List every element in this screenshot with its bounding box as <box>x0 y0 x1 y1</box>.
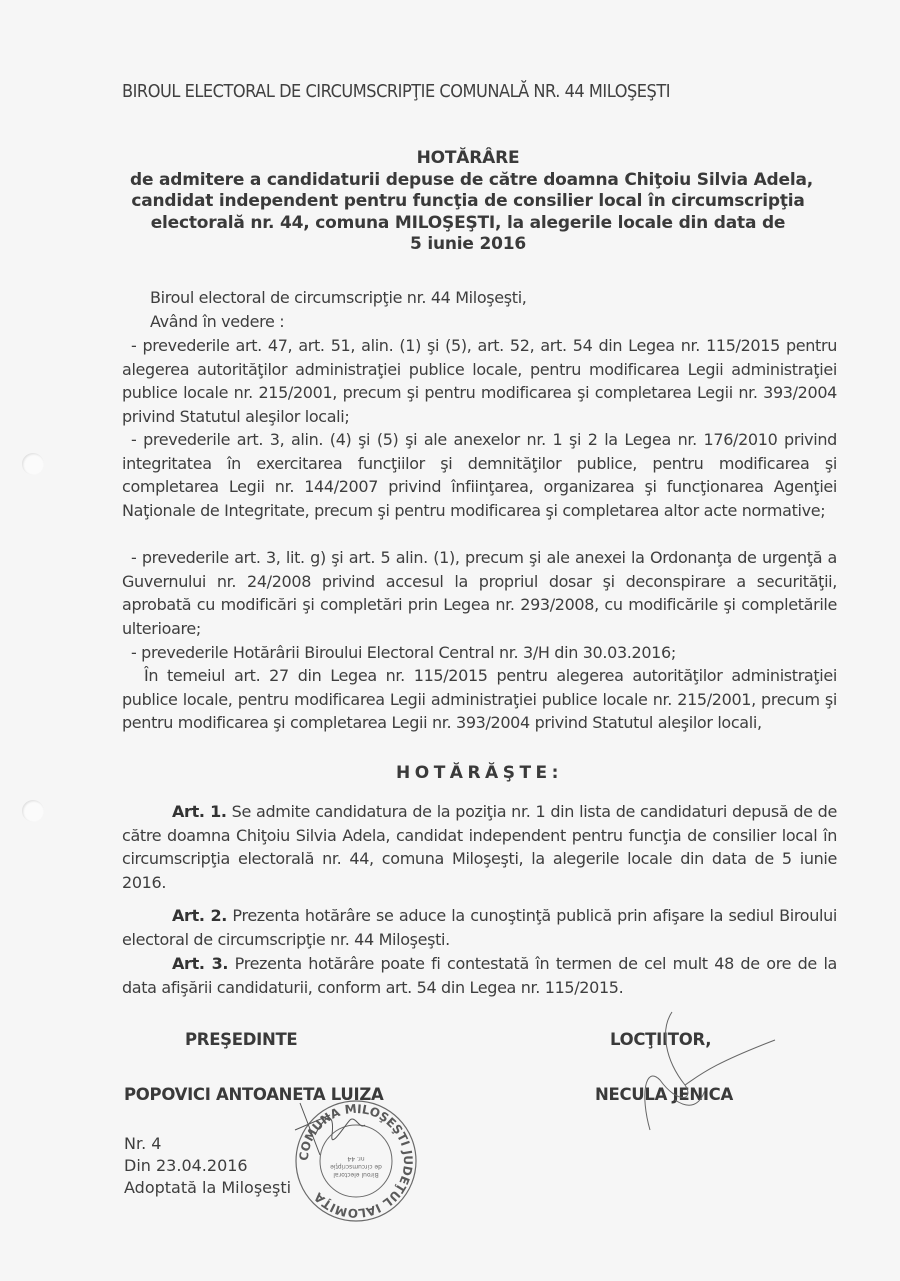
consideration-item: - prevederile art. 47, art. 51, alin. (1) şi (5), art. 52, art. 54 din Legea nr. 115/2015 pentru alegerea autorităţilor administraţiei publice locale, pentru modificarea Legii administraţiei publice locale nr. 215/2001, precum şi pentru modificarea şi completarea Legii nr. 393/2004 privind Statutul aleşilor locali; <box>122 336 837 426</box>
article-text: Se admite candidatura de la poziţia nr. 1 din lista de candidaturi depusă de de către doamna Chiţoiu Silvia Adela, candidat independent pentru funcţia de consilier local în circumscripţia electorală nr. 44, comuna Miloşeşti, la alegerile locale din data de 5 iunie 2016. <box>122 802 837 892</box>
issuer-line: Biroul electoral de circumscripţie nr. 44 Miloşeşti, <box>150 288 527 307</box>
stamp-ring-text: COMUNA MILOŞEŞTI JUDEŢUL IALOMIŢA <box>296 1101 416 1221</box>
consideration-item: - prevederile art. 3, alin. (4) şi (5) şi ale anexelor nr. 1 şi 2 la Legea nr. 176/2010 privind integritatea în exercitarea funcţiilor şi demnităţilor publice, pentru modificarea şi completarea Legii nr. 144/2007 privind înfiinţarea, organizarea şi funcţionarea Agenţiei Naţionale de Integritate, precum şi pentru modificarea şi completarea altor acte normative; <box>122 430 837 520</box>
article-1 <box>122 800 837 894</box>
article-3 <box>122 952 837 999</box>
president-title: PREŞEDINTE <box>185 1030 298 1049</box>
decision-number: Nr. 4 <box>124 1134 162 1153</box>
decision-heading: HOTĂRĂŞTE: <box>396 763 563 783</box>
deputy-name: NECULA JENICA <box>595 1085 733 1104</box>
article-2 <box>122 904 837 951</box>
considering-line: Având în vedere : <box>150 312 285 331</box>
official-stamp-icon <box>286 1097 426 1225</box>
title-line: candidat independent pentru funcţia de consilier local în circumscripţia <box>131 191 805 211</box>
article-label: Art. 1. <box>172 802 227 821</box>
document-footer <box>124 1133 291 1199</box>
article-text: Prezenta hotărâre poate fi contestată în termen de cel mult 48 de ore de la data afişării candidaturii, conform art. 54 din Legea nr. 115/2015. <box>122 954 837 997</box>
legal-basis: În temeiul art. 27 din Legea nr. 115/2015 pentru alegerea autorităţilor administraţiei publice locale, pentru modificarea Legii administraţiei publice locale nr. 215/2001, precum şi pentru modificarea şi completarea Legii nr. 393/2004 privind Statutul aleşilor locali, <box>122 666 837 732</box>
punch-hole <box>22 453 44 475</box>
title-heading: HOTĂRÂRE <box>416 148 520 168</box>
document-title <box>130 148 814 256</box>
article-label: Art. 3. <box>172 954 229 973</box>
president-name: POPOVICI ANTOANETA LUIZA <box>124 1085 384 1104</box>
stamp-center-line: de circumscripţie <box>330 1163 382 1170</box>
title-line: 5 iunie 2016 <box>410 234 526 254</box>
stamp-center-line: Biroul electoral <box>333 1171 379 1178</box>
title-line: de admitere a candidaturii depuse de către doamna Chiţoiu Silvia Adela, <box>130 169 814 190</box>
document-header: BIROUL ELECTORAL DE CIRCUMSCRIPŢIE COMUNALĂ NR. 44 MILOŞEŞTI <box>122 82 671 102</box>
article-label: Art. 2. <box>172 906 228 925</box>
consideration-item: - prevederile art. 3, lit. g) şi art. 5 alin. (1), precum şi ale anexei la Ordonanţa de urgenţă a Guvernului nr. 24/2008 privind accesul la propriul dosar şi deconspirare a securităţii, aprobată cu modificări şi completări prin Legea nr. 293/2008, cu modificările şi completările ulterioare; <box>122 548 837 638</box>
title-line: electorală nr. 44, comuna MILOŞEŞTI, la alegerile locale din data de <box>150 212 786 233</box>
article-text: Prezenta hotărâre se aduce la cunoştinţă publică prin afişare la sediul Biroului electoral de circumscripţie nr. 44 Miloşeşti. <box>122 906 837 949</box>
consideration-item: - prevederile Hotărârii Biroului Electoral Central nr. 3/H din 30.03.2016; <box>131 643 676 662</box>
stamp-center-line: nr. 44 <box>347 1155 365 1162</box>
deputy-title: LOCŢIITOR, <box>610 1030 712 1049</box>
decision-date: Din 23.04.2016 <box>124 1156 248 1175</box>
punch-hole <box>22 800 44 822</box>
adoption-place: Adoptată la Miloşeşti <box>124 1178 292 1197</box>
